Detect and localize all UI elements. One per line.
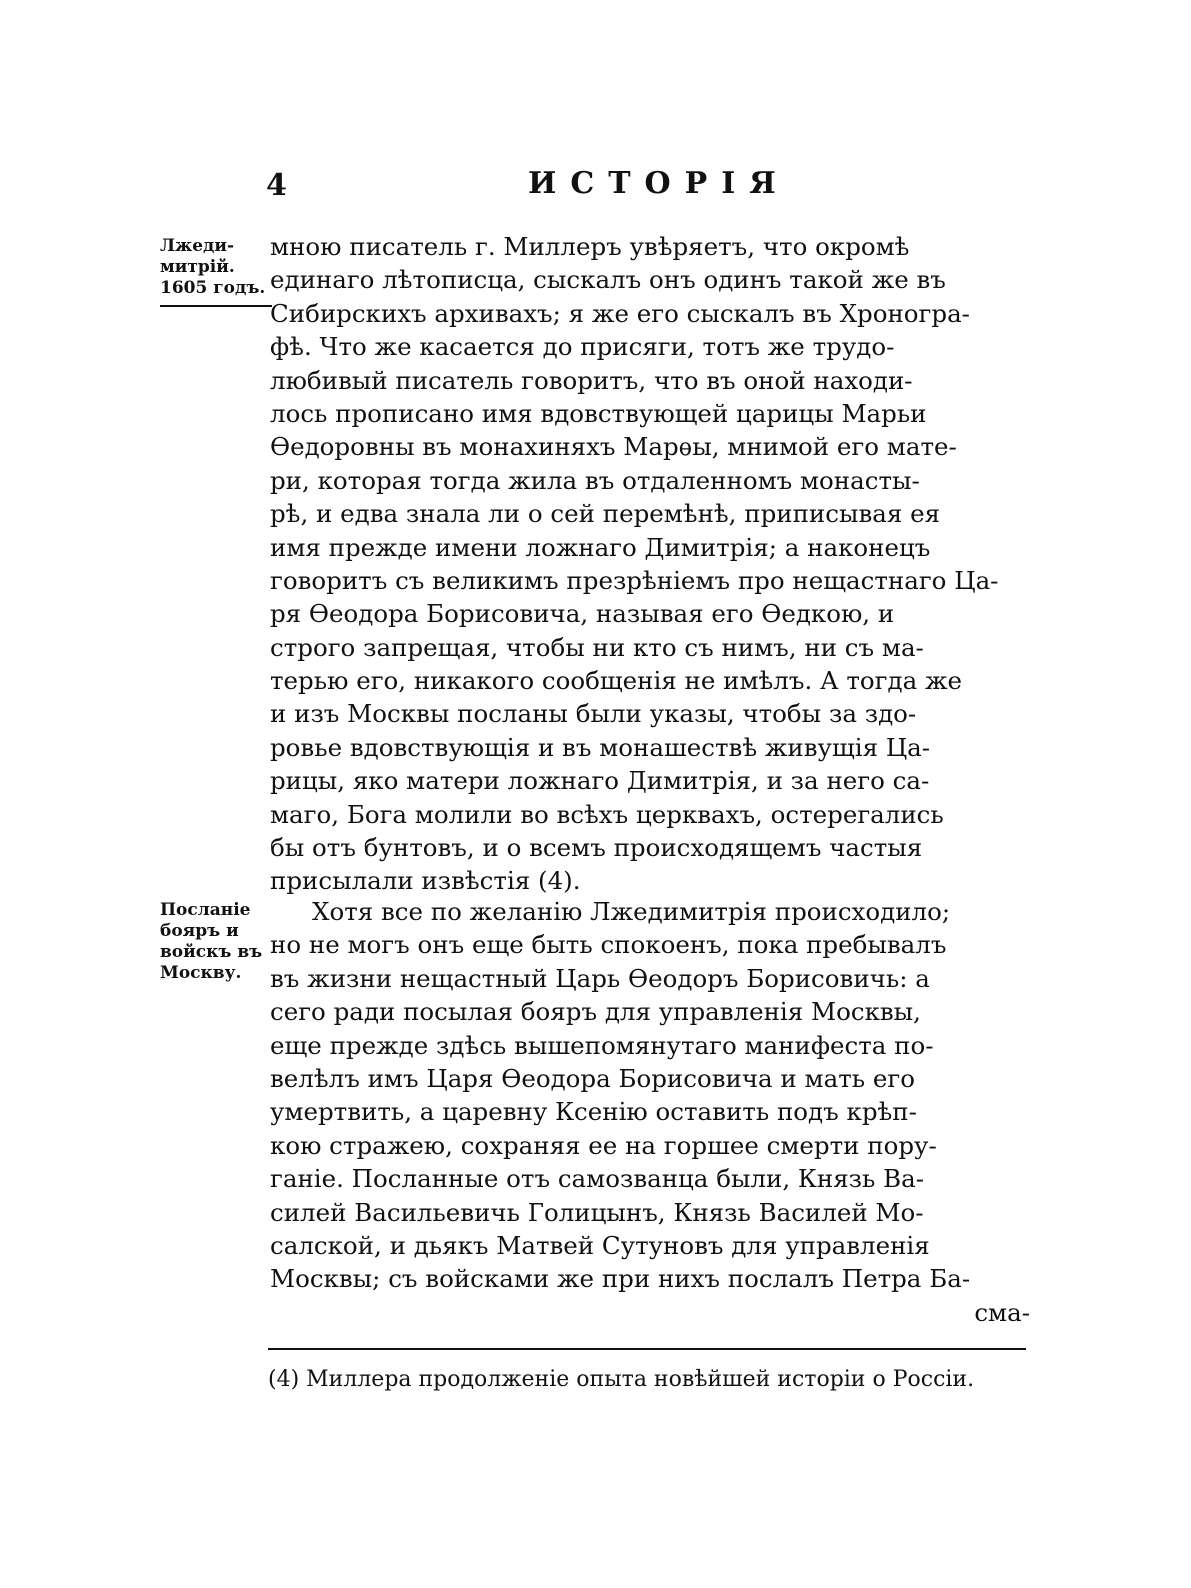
- text-line: терью его, никакого сообщенія не имѣлъ. А тогда же: [270, 666, 963, 696]
- text-line: имя прежде имени ложнаго Димитрія; а наконецъ: [270, 532, 931, 562]
- text-line: Сибирскихъ архивахъ; я же его сыскалъ въ Хроногра-: [270, 298, 970, 328]
- text-line: фѣ. Что же касается до присяги, тотъ же трудо-: [270, 332, 895, 362]
- margin-note-line: Посланіе: [160, 900, 251, 920]
- catchword: сма-: [974, 1297, 1030, 1327]
- text-line: ри, которая тогда жила въ отдаленномъ монасты-: [270, 465, 920, 495]
- text-line: Хотя все по желанію Лжедимитрія происходило;: [312, 897, 951, 926]
- text-line: но не могъ онъ еще быть спокоенъ, пока пребывалъ: [270, 930, 947, 960]
- margin-note-line: Лжеди-: [160, 236, 235, 256]
- footnote: (4) Миллера продолженіе опыта новѣйшей исторіи о Россіи.: [268, 1367, 975, 1392]
- text-line: лось прописано имя вдовствующей царицы Марьи: [270, 398, 927, 428]
- margin-note-line: бояръ и: [160, 921, 239, 941]
- margin-note-line: Москву.: [160, 963, 242, 983]
- text-line: строго запрещая, чтобы ни кто съ нимъ, ни съ ма-: [270, 632, 924, 662]
- text-line: Ѳедоровны въ монахиняхъ Марѳы, мнимой его мате-: [270, 432, 957, 462]
- text-line: маго, Бога молили во всѣхъ церквахъ, остерегались: [270, 799, 944, 829]
- margin-note-2: [160, 900, 272, 984]
- text-line: силей Васильевичь Голицынъ, Князь Василей Мо-: [270, 1197, 924, 1227]
- text-line: ря Ѳеодора Борисовича, называя его Ѳедкою, и: [270, 599, 895, 629]
- text-line: мною писатель г. Миллеръ увѣряетъ, что окромѣ: [270, 232, 910, 261]
- page-title: ИСТОРІЯ: [528, 166, 790, 201]
- text-line: рицы, яко матери ложнаго Димитрія, и за него са-: [270, 766, 930, 796]
- text-line: Москвы; съ войсками же при нихъ послалъ Петра Ба-: [270, 1264, 971, 1294]
- text-line: и изъ Москвы посланы были указы, чтобы за здо-: [270, 699, 917, 729]
- text-line: въ жизни нещастный Царь Ѳеодоръ Борисовичь: а: [270, 963, 930, 993]
- text-line: салской, и дьякъ Матвей Сутуновъ для управленія: [270, 1230, 930, 1260]
- text-line: кою стражею, сохраняя ее на горшее смерти пору-: [270, 1130, 937, 1160]
- margin-note-line: митрій.: [160, 257, 235, 277]
- text-line: единаго лѣтописца, сыскалъ онъ одинъ такой же въ: [270, 265, 946, 295]
- margin-note-line: войскъ въ: [160, 942, 263, 962]
- text-line: любивый писатель говоритъ, что въ оной находи-: [270, 365, 913, 395]
- paragraph-1: [270, 230, 1030, 898]
- text-line: умертвить, а царевну Ксенію оставить подъ крѣп-: [270, 1097, 917, 1127]
- text-line: ганіе. Посланные отъ самозванца были, Князь Ва-: [270, 1164, 925, 1194]
- text-line: ровье вдовствующія и въ монашествѣ живущія Ца-: [270, 732, 931, 762]
- page-number: 4: [266, 168, 287, 203]
- text-line: еще прежде здѣсь вышепомянутаго манифеста по-: [270, 1030, 934, 1060]
- paragraph-2: [270, 895, 1030, 1329]
- text-line: рѣ, и едва знала ли о сей перемѣнѣ, приписывая ея: [270, 499, 941, 529]
- margin-note-1: [160, 236, 272, 307]
- margin-note-line: 1605 годъ.: [160, 278, 266, 298]
- text-line: сего ради посылая бояръ для управленія Москвы,: [270, 997, 921, 1027]
- footnote-divider: [268, 1348, 1026, 1350]
- text-line: присылали извѣстія (4).: [270, 866, 581, 896]
- text-line: бы отъ бунтовъ, и о всемъ происходящемъ частыя: [270, 833, 923, 863]
- text-line: говоритъ съ великимъ презрѣніемъ про нещастнаго Ца-: [270, 565, 999, 595]
- text-line: велѣлъ имъ Царя Ѳеодора Борисовича и мать его: [270, 1063, 915, 1093]
